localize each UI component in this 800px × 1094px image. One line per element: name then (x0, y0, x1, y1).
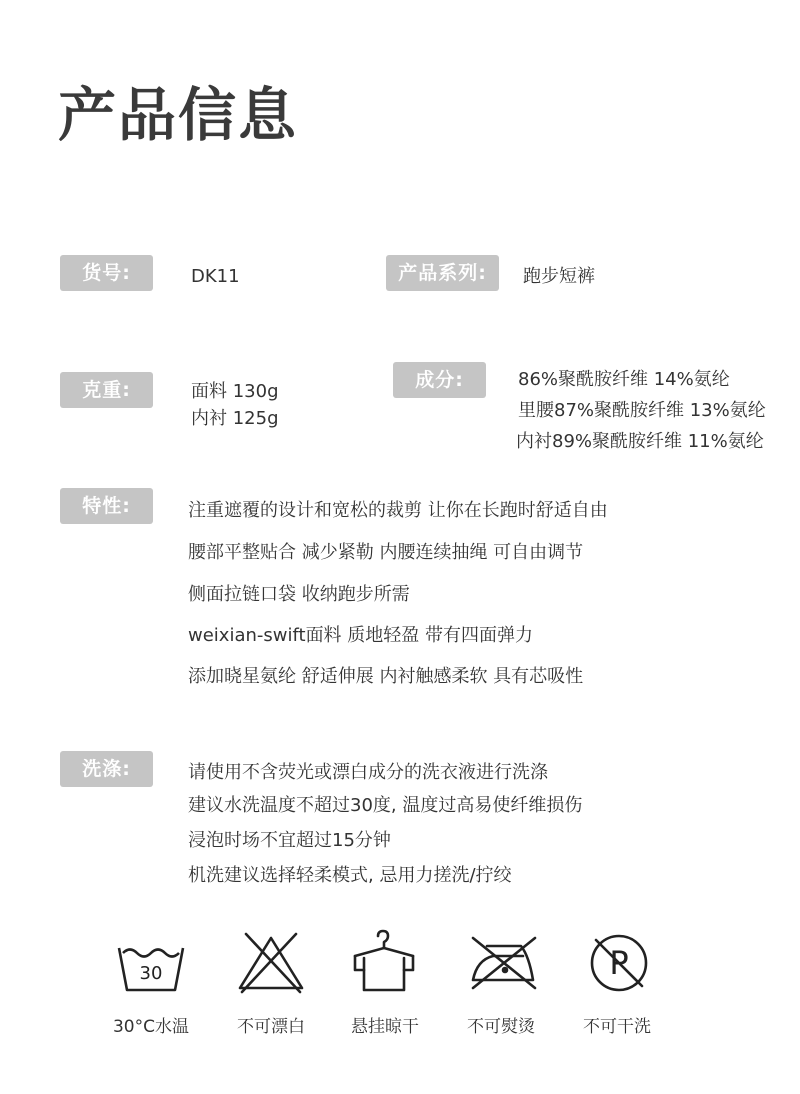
washing-line: 建议水洗温度不超过30度, 温度过高易使纤维损伤 (188, 795, 583, 816)
features-line: weixian-swift面料 质地轻盈 带有四面弹力 (188, 625, 534, 646)
item-no-value: DK11 (191, 266, 240, 287)
washing-line: 请使用不含荧光或漂白成分的洗衣液进行洗涤 (188, 762, 548, 783)
care-caption: 30°C水温 (112, 1017, 189, 1037)
washing-label: 洗涤: (60, 751, 153, 787)
weight-values (191, 378, 279, 432)
care-caption: 不可熨烫 (467, 1017, 535, 1037)
composition-line: 里腰87%聚酰胺纤维 13%氨纶 (518, 400, 766, 421)
no-bleach-icon (236, 928, 306, 998)
series-label: 产品系列: (386, 255, 499, 291)
composition-label: 成分: (393, 362, 486, 398)
wash-temp-text: 30 (139, 963, 163, 984)
weight-line: 面料 130g (191, 381, 279, 402)
composition-line: 86%聚酰胺纤维 14%氨纶 (518, 369, 730, 390)
features-line: 腰部平整贴合 减少紧勒 内腰连续抽绳 可自由调节 (188, 542, 584, 563)
washing-line: 浸泡时场不宜超过15分钟 (188, 830, 391, 851)
dry-clean-letter: P (609, 944, 629, 982)
care-caption: 悬挂晾干 (351, 1017, 419, 1037)
features-label: 特性: (60, 488, 153, 524)
weight-line: 内衬 125g (191, 408, 279, 429)
hang-dry-icon (349, 928, 419, 998)
care-caption: 不可漂白 (237, 1017, 305, 1037)
page-title: 产品信息 (58, 81, 299, 149)
features-line: 添加晓星氨纶 舒适伸展 内衬触感柔软 具有芯吸性 (188, 666, 584, 687)
care-caption: 不可干洗 (583, 1017, 651, 1037)
features-line: 注重遮覆的设计和宽松的裁剪 让你在长跑时舒适自由 (188, 500, 608, 521)
no-iron-icon (469, 928, 539, 998)
weight-label: 克重: (60, 372, 153, 408)
wash-30-icon (116, 928, 186, 998)
no-dry-clean-icon (584, 928, 654, 998)
washing-line: 机洗建议选择轻柔模式, 忌用力搓洗/拧绞 (188, 865, 512, 886)
features-line: 侧面拉链口袋 收纳跑步所需 (188, 584, 410, 605)
item-no-label: 货号: (60, 255, 153, 291)
series-value: 跑步短裤 (523, 266, 595, 287)
composition-line: 内衬89%聚酰胺纤维 11%氨纶 (516, 431, 764, 452)
